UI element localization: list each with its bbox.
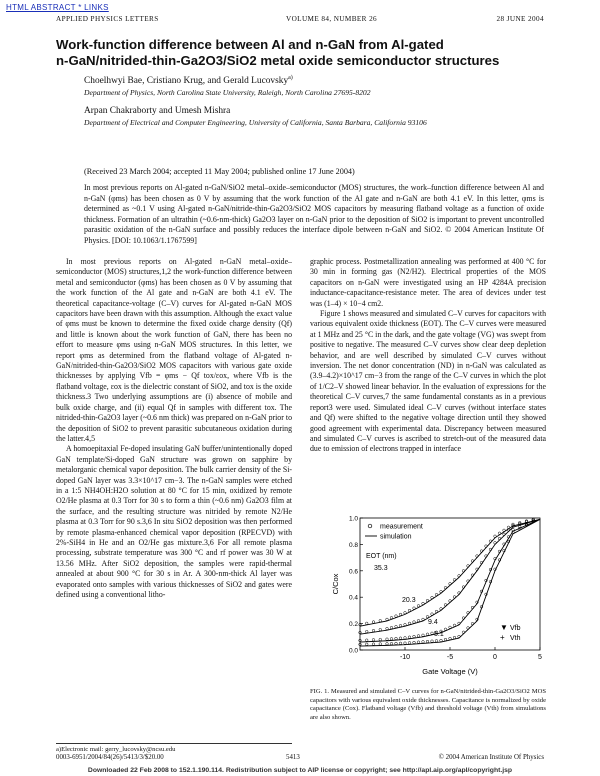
- body-paragraph: A homoepitaxial Fe-doped insulating GaN buffer/unintentionally doped GaN template/Si-doped GaN structure was grown on sapphire by metalorganic chemical vapor deposition. The bulk carrier density of the Si-doped GaN layer was 3.3×10^17 cm−3. The n-GaN samples were etched in a 1:5 NH4OH:H2O solution at 80 °C for 15 min, oxidized by remote O2/He plasma at 0.3 Torr for 30 s to form a thin (~0.6 nm) Ga2O3 film at the surface, and the resulting structure was nitrided by remote N2/He plasma at 0.3 Torr for 90 s.3,6 In situ SiO2 deposition was then performed by remote plasma-enhanced chemical vapor deposition (RPECVD) with 2%-SiH4 in He and an O2/He gas mixture.3,6 For all remote plasma processing, substrate temperature was 300 °C and rf power was 30 W at 13.56 MHz. After SiO2 deposition, the samples were rapid-thermal annealed at about 900 °C for 30 s in Ar. A 300-nm-thick Al layer was evaporated onto samples with various thicknesses of SiO2 and gates were defined using a conventional litho-: [56, 444, 292, 599]
- measurement-point: [399, 624, 402, 627]
- measurement-point: [503, 529, 506, 532]
- measurement-point: [372, 639, 375, 642]
- measurement-point: [386, 642, 389, 645]
- footer-code: 0003-6951/2004/84(26)/5413/3/$20.00: [56, 754, 164, 761]
- measurement-point: [498, 537, 501, 540]
- body-paragraph: In most previous reports on Al-gated n-GaN metal–oxide–semiconductor (MOS) structures,1,2 the work-function difference between metal and semiconductor (φms) has been chosen as 0 V by assuming that the work function of the Al gate and n-GaN are both 4.1 eV. The theoretical capacitance-voltage (C–V) curves for Al-gated n-GaN MOS capacitors have been drawn with this assumption. Although the exact value of φms must be known to determine the fixed oxide charge density (Qf) and little is known about the work function of GaN, there has been no effort to measure φms using n-GaN MOS structures. In this letter, we report φms as determined from the flatband voltage of Al-gated n-GaN/nitrided-thin-Ga2O3/SiO2 MOS capacitors with various gate oxide thicknesses by applying Vfb = φms − Qf tox/εox, where Vfb is the flatband voltage, εox is the dielectric constant of SiO2, and tox is the oxide thickness.3 Two underlying assumptions are (i) absence of mobile and bulk oxide charge, and (ii) equal Qf in samples with different tox. The nitrided-thin-Ga2O3 layer (~0.6 nm thick) was prepared on n-GaN prior to the deposition of SiO2 to prevent parasitic subcutaneous oxidation during the latter.4,5: [56, 257, 292, 443]
- measurement-point: [417, 635, 420, 638]
- y-tick-label: 0.8: [348, 541, 358, 549]
- affiliation-1: Department of Physics, North Carolina State University, Raleigh, North Carolina 27695-8202: [84, 88, 371, 97]
- body-paragraph: Figure 1 shows measured and simulated C–V curves for capacitors with various equivalent oxide thickness (EOT). The C–V curves were measured at 1 MHz and 25 °C in the dark, and the gate voltage (VG) was swept from positive to negative. The measured C–V curves show clear deep depletion behavior, and are well described by simulated C–V curves without inversion. The net donor concentration (ND) in n-GaN was calculated as (3.9–4.2)×10^17 cm−3 from the range of the C–V curves in which the plot of 1/C2–V showed linear behavior. In the evaluation of expressions for the theoretical C–V curves,7 the same fundamental constants as in a previous report3 were used. Simulated ideal C–V curves (without interface states and Qf) were shifted to the negative voltage direction until they showed good agreement with experimental data. Discrepancy between measured and simulated C–V curves is ascribed to stretch-out of the measured data due to emission of electrons trapped in interface: [310, 309, 546, 454]
- measurement-point: [372, 629, 375, 632]
- measurement-point: [449, 600, 452, 603]
- figure-caption: FIG. 1. Measured and simulated C–V curves for n-GaN/nitrided-thin-Ga2O3/SiO2 MOS capacitors with various equivalent oxide thicknesses. Capacitance is normalized by oxide capacitance (Cox). Flatband voltage (Vfb) and threshold voltage (Vth) from simulations are also shown.: [310, 688, 546, 721]
- measurement-point: [422, 641, 425, 644]
- measurement-point: [372, 621, 375, 624]
- issue-date: 28 JUNE 2004: [496, 15, 544, 23]
- measurement-point: [413, 607, 416, 610]
- title-line-1: Work-function difference between Al and n-GaN from Al-gated: [56, 37, 444, 52]
- measurement-point: [494, 535, 497, 538]
- measurement-point: [426, 615, 429, 618]
- measurement-point: [395, 642, 398, 645]
- measurement-point: [444, 638, 447, 641]
- measurement-point: [444, 604, 447, 607]
- measurement-point: [386, 638, 389, 641]
- measurement-point: [408, 642, 411, 645]
- legend-simulation: simulation: [380, 533, 412, 541]
- vth-label: Vth: [510, 635, 521, 642]
- measurement-point: [449, 582, 452, 585]
- received-dates: (Received 23 March 2004; accepted 11 May 2004; published online 17 June 2004): [84, 167, 355, 176]
- measurement-point: [365, 622, 368, 625]
- measurement-point: [395, 615, 398, 618]
- measurement-point: [386, 627, 389, 630]
- measurement-point: [426, 640, 429, 643]
- curve-label-9: 9.4: [428, 619, 438, 626]
- journal-name: APPLIED PHYSICS LETTERS: [56, 15, 159, 23]
- figure-1: [330, 512, 550, 677]
- x-tick-label: 5: [538, 654, 542, 661]
- measurement-point: [408, 622, 411, 625]
- measurement-point: [435, 610, 438, 613]
- measurement-point: [413, 635, 416, 638]
- measurement-point: [444, 628, 447, 631]
- footnote: a)Electronic mail: gerry_lucovsky@ncsu.edu: [56, 743, 292, 753]
- measurement-point: [404, 611, 407, 614]
- measurement-point: [453, 636, 456, 639]
- page-number: 5413: [286, 754, 300, 761]
- measurement-point: [458, 635, 461, 638]
- measurement-point: [512, 528, 515, 531]
- measurement-point: [422, 634, 425, 637]
- legend-measurement: measurement: [380, 523, 423, 531]
- measurement-point: [431, 632, 434, 635]
- measurement-point: [386, 618, 389, 621]
- authors-names-1: Choelhwyi Bae, Cristiano Krug, and Gerald Lucovsky: [84, 76, 289, 87]
- measurement-point: [498, 532, 501, 535]
- measurement-point: [408, 609, 411, 612]
- measurement-point: [467, 627, 470, 630]
- measurement-point: [379, 643, 382, 646]
- measurement-point: [417, 641, 420, 644]
- curve-label-35: 35.3: [374, 565, 388, 572]
- measurement-point: [453, 624, 456, 627]
- measurement-point: [431, 596, 434, 599]
- measurement-point: [379, 638, 382, 641]
- download-notice[interactable]: Downloaded 22 Feb 2008 to 152.1.190.114. Redistribution subject to AIP license or copyright; see http://apl.aip.org/apl/copyright.jsp: [87, 767, 513, 774]
- measurement-point: [417, 605, 420, 608]
- measurement-point: [395, 625, 398, 628]
- measurement-point: [390, 616, 393, 619]
- eot-label: EOT (nm): [366, 553, 397, 560]
- measurement-point: [440, 608, 443, 611]
- author-footnote-mark: a): [288, 75, 293, 81]
- measurement-point: [440, 590, 443, 593]
- measurement-point: [417, 619, 420, 622]
- y-axis-label: C/Cox: [331, 573, 340, 595]
- authors-group-1: [84, 75, 544, 86]
- measurement-point: [390, 638, 393, 641]
- y-tick-label: 1.0: [348, 515, 358, 523]
- measurement-point: [390, 642, 393, 645]
- measurement-point: [365, 630, 368, 633]
- marker-legend: [500, 623, 521, 642]
- measurement-point: [503, 533, 506, 536]
- measurement-point: [444, 586, 447, 589]
- cv-chart: [330, 512, 550, 677]
- measurement-point: [399, 642, 402, 645]
- legend-measurement-marker: [368, 524, 372, 528]
- measurement-point: [471, 622, 474, 625]
- measurement-point: [399, 637, 402, 640]
- right-column: [310, 257, 546, 513]
- y-tick-label: 0.0: [348, 647, 358, 655]
- x-axis-label: Gate Voltage (V): [422, 667, 478, 676]
- x-tick-label: -5: [446, 654, 454, 661]
- measurement-point: [449, 637, 452, 640]
- measurement-point: [413, 621, 416, 624]
- y-tick-label: 0.6: [348, 568, 358, 576]
- chart-legend: [365, 524, 423, 541]
- measurement-point: [404, 637, 407, 640]
- measurement-point: [453, 578, 456, 581]
- vfb-symbol: ▼: [500, 623, 508, 632]
- measurement-point: [379, 628, 382, 631]
- title-line-2: n-GaN/nitrided-thin-Ga2O3/SiO2 metal oxide semiconductor structures: [56, 53, 500, 68]
- measurement-point: [404, 642, 407, 645]
- measurement-point: [422, 618, 425, 621]
- x-tick-label: -10: [399, 654, 411, 661]
- vfb-label: Vfb: [510, 625, 521, 632]
- measurement-point: [379, 619, 382, 622]
- measurement-point: [435, 593, 438, 596]
- body-paragraph: graphic process. Postmetallization annealing was performed at 400 °C for 30 min in forming gas (N2/H2). Electrical properties of the MOS capacitors on n-GaN were investigated using an HP 4284A precision inductance-capacitance-resistance meter. The area of devices under test was (1–4) × 10−4 cm2.: [310, 257, 546, 308]
- measurement-point: [440, 639, 443, 642]
- curve-label-20: 20.3: [402, 597, 416, 604]
- y-tick-label: 0.2: [348, 621, 358, 629]
- measurement-point: [422, 602, 425, 605]
- x-tick-label: 0: [493, 654, 497, 661]
- affiliation-2: Department of Electrical and Computer Engineering, University of California, Santa Barbara, California 93106: [84, 118, 427, 127]
- measurement-point: [413, 641, 416, 644]
- measurement-point: [426, 599, 429, 602]
- html-abstract-links[interactable]: HTML ABSTRACT * LINKS: [6, 3, 109, 12]
- measurement-point: [404, 623, 407, 626]
- measurement-point: [494, 542, 497, 545]
- measurement-point: [426, 633, 429, 636]
- measurement-point: [399, 613, 402, 616]
- footer-copyright: © 2004 American Institute Of Physics: [438, 754, 544, 761]
- measurement-point: [390, 626, 393, 629]
- abstract: In most previous reports on Al-gated n-GaN/SiO2 metal–oxide–semiconductor (MOS) structures, the work–function difference between Al and n-GaN (φms) has been chosen as 0 V by assuming that the work function of the Al gate and n-GaN are both 4.1 eV. In this letter, φms is determined as ~0.1 V using Al-gated n-GaN/nitride-thin-Ga2O3/SiO2 MOS capacitors by measuring flatband voltage as a function of oxide thickness. Formation of an ultrathin (~0.6-nm-thick) Ga2O3 layer on n-GaN prior to the deposition of SiO2 is important to prevent uncontrolled parasitic oxidation of the n-GaN surface and possibly reduces the interface dipole between n-GaN and SiO2. © 2004 American Institute Of Physics. [DOI: 10.1063/1.1767599]: [84, 183, 544, 245]
- measurement-point: [431, 640, 434, 643]
- vth-symbol: +: [500, 633, 505, 642]
- left-column: [56, 257, 292, 739]
- measurement-point: [408, 636, 411, 639]
- y-tick-label: 0.4: [348, 594, 358, 602]
- measurement-point: [435, 640, 438, 643]
- measurement-point: [462, 631, 465, 634]
- volume-number: VOLUME 84, NUMBER 26: [286, 15, 378, 23]
- measurement-point: [453, 596, 456, 599]
- measurement-point: [395, 637, 398, 640]
- curve-label-5: 5.1: [434, 631, 444, 638]
- paper-title: [56, 37, 546, 69]
- authors-group-2: Arpan Chakraborty and Umesh Mishra: [84, 106, 231, 116]
- measurement-point: [372, 643, 375, 646]
- measurement-point: [449, 626, 452, 629]
- measurement-point: [365, 643, 368, 646]
- measurement-point: [431, 613, 434, 616]
- measurement-point: [365, 639, 368, 642]
- measurement-point: [507, 526, 510, 529]
